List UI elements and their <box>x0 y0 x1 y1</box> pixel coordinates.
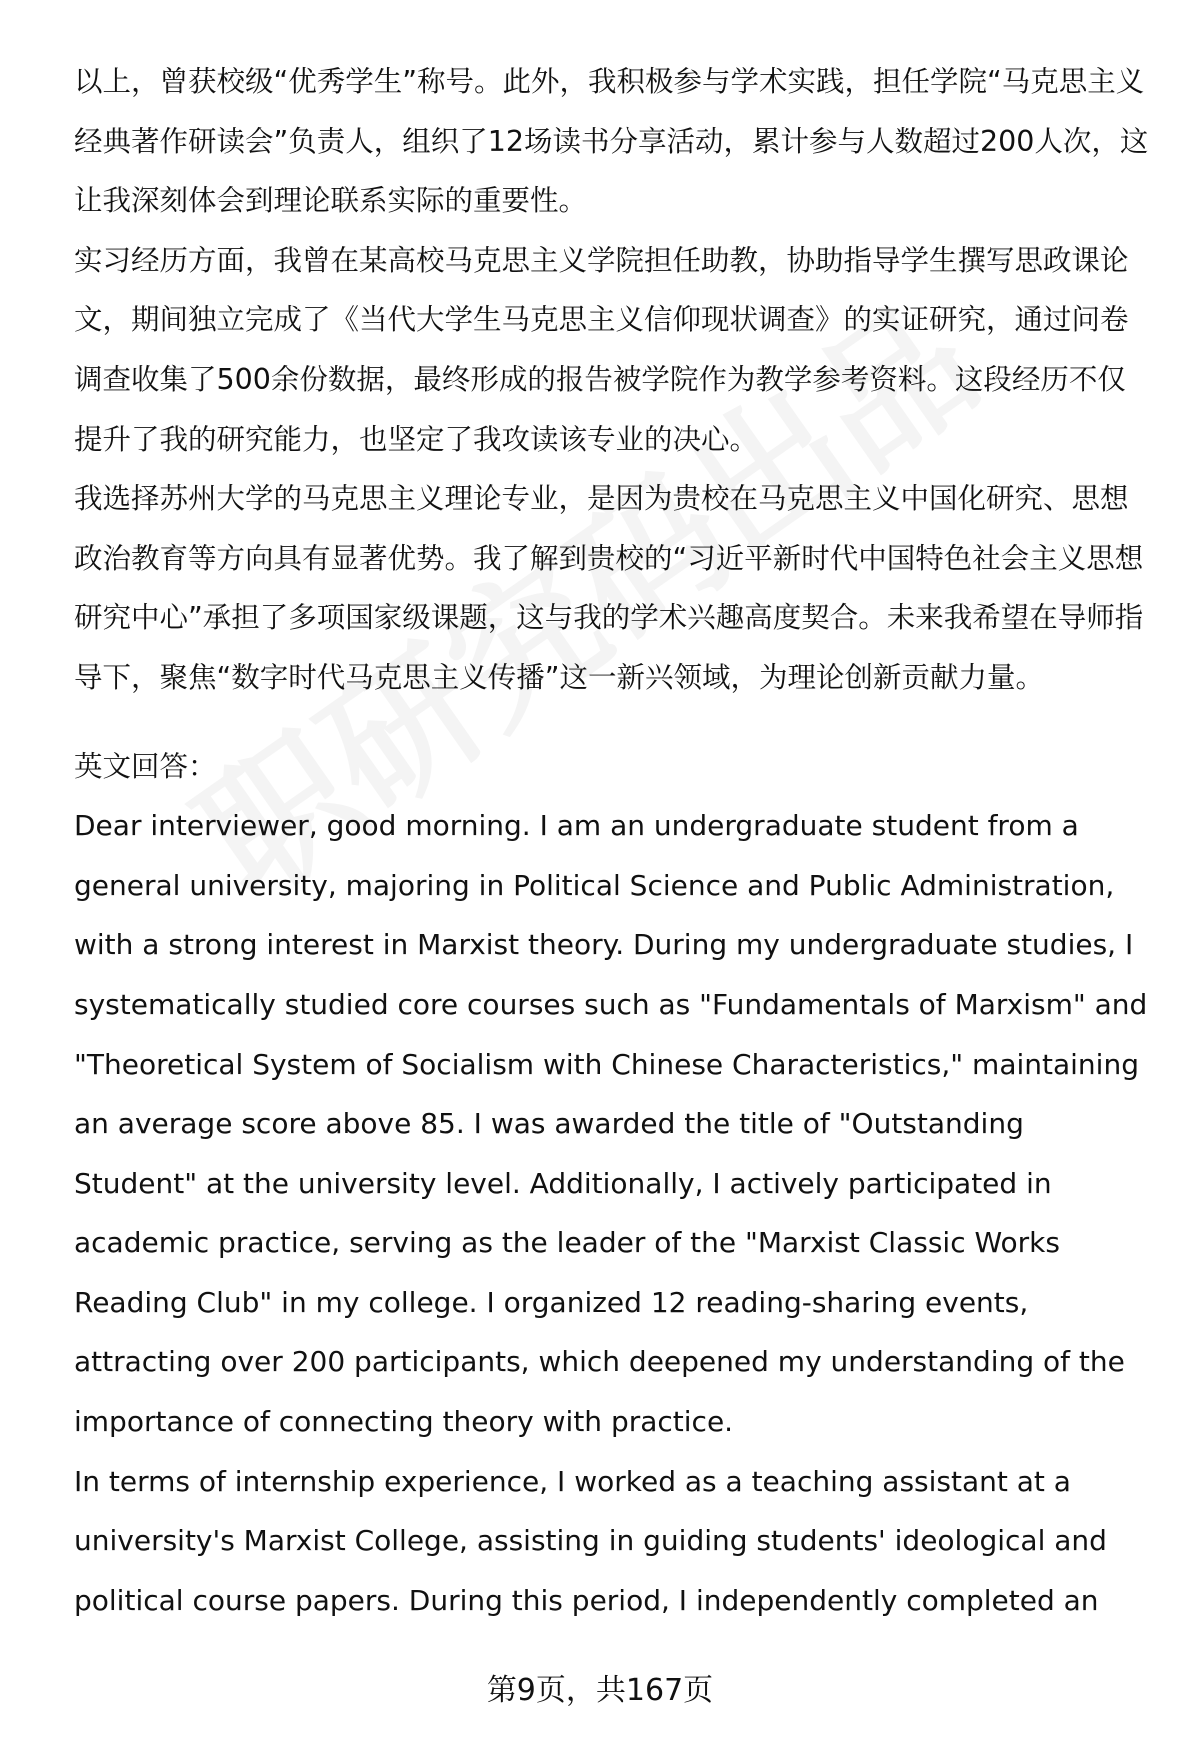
document-body <box>74 52 1154 1630</box>
paragraph-en-1: Dear interviewer, good morning. I am an undergraduate student from a general university, majoring in Political Science and Public Administration, with a strong interest in Marxist theory. During my undergraduate studies, I systematically studied core courses such as "Fundamentals of Marxism" and "Theoretical System of Socialism with Chinese Characteristics," maintaining an average score above 85. I was awarded the title of "Outstanding Student" at the university level. Additionally, I actively participated in academic practice, serving as the leader of the "Marxist Classic Works Reading Club" in my college. I organized 12 reading-sharing events, attracting over 200 participants, which deepened my understanding of the importance of connecting theory with practice. <box>74 809 1148 1439</box>
paragraph-en-2: In terms of internship experience, I worked as a teaching assistant at a university's Marxist College, assisting in guiding students' ideological and political course papers. During this period, I independently completed an <box>74 1464 1107 1617</box>
page-footer: 第9页，共167页 <box>486 1673 714 1708</box>
section-gap <box>74 708 1154 737</box>
paragraph-cn-1: 以上，曾获校级“优秀学生”称号。此外，我积极参与学术实践，担任学院“马克思主义经典著作研读会”负责人，组织了12场读书分享活动，累计参与人数超过200人次，这让我深刻体会到理论联系实际的重要性。 <box>74 65 1149 218</box>
paragraph-cn-3: 我选择苏州大学的马克思主义理论专业，是因为贵校在马克思主义中国化研究、思想政治教育等方向具有显著优势。我了解到贵校的“习近平新时代中国特色社会主义思想研究中心”承担了多项国家级课题，这与我的学术兴趣高度契合。未来我希望在导师指导下，聚焦“数字时代马克思主义传播”这一新兴领域，为理论创新贡献力量。 <box>74 482 1144 694</box>
english-answer-label: 英文回答： <box>74 749 217 783</box>
paragraph-cn-2: 实习经历方面，我曾在某高校马克思主义学院担任助教，协助指导学生撰写思政课论文，期间独立完成了《当代大学生马克思主义信仰现状调查》的实证研究，通过问卷调查收集了500余份数据，最终形成的报告被学院作为教学参考资料。这段经历不仅提升了我的研究能力，也坚定了我攻读该专业的决心。 <box>74 243 1129 456</box>
